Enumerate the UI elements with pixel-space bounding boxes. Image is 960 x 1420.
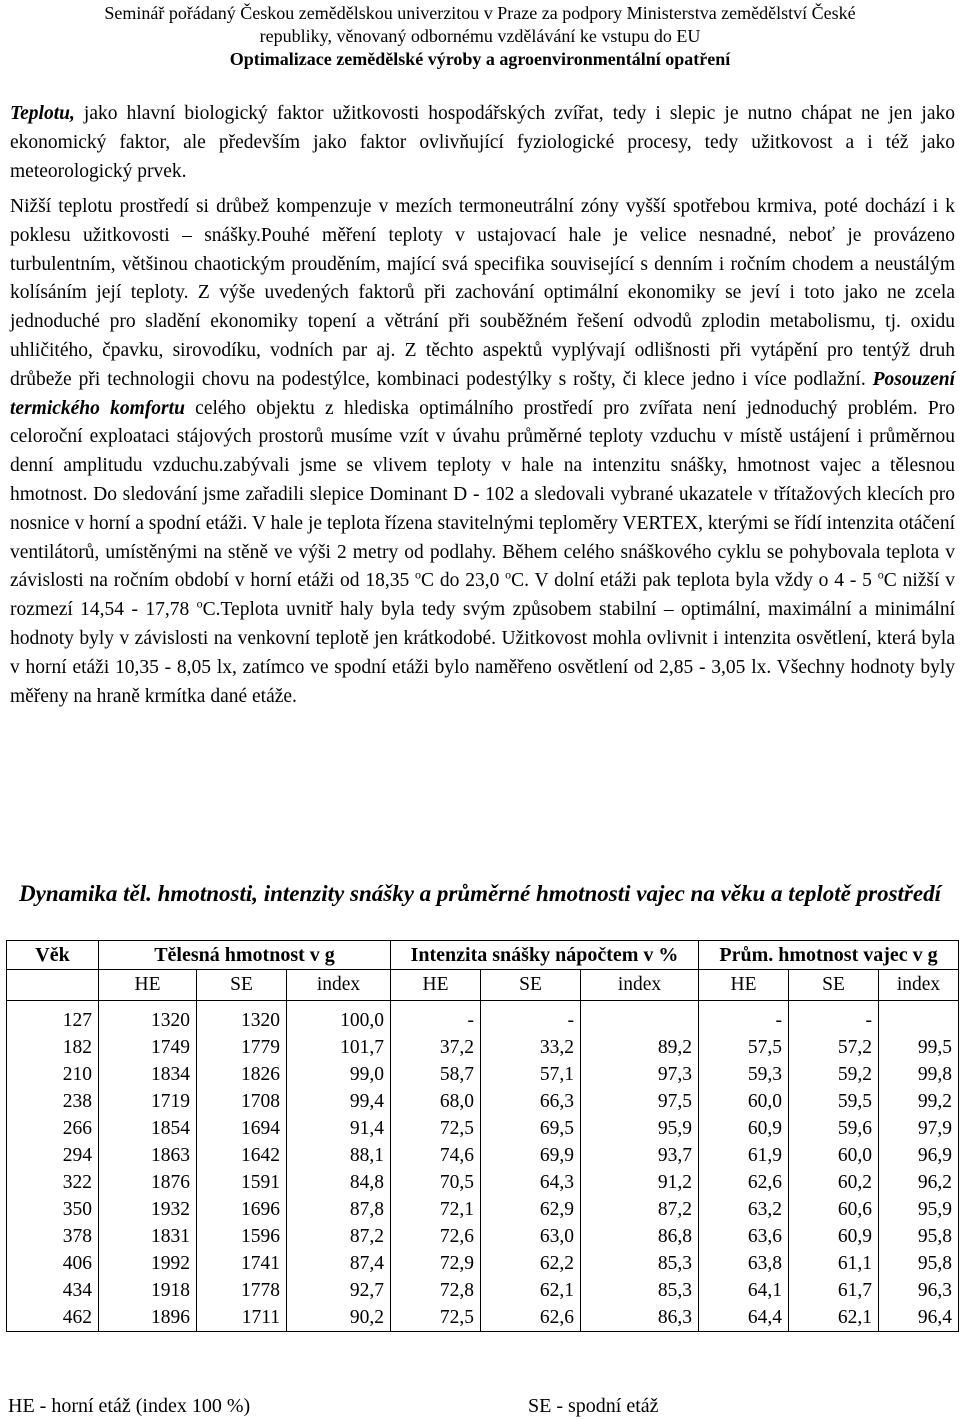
table-cell: 1854 xyxy=(99,1115,197,1142)
subheader-cell: index xyxy=(879,970,959,1001)
paragraph-2-bold: Posouzení termického komfortu xyxy=(10,368,955,419)
table-cell: 322 xyxy=(7,1169,99,1196)
table-cell: 96,2 xyxy=(879,1169,959,1196)
table-cell: 97,3 xyxy=(581,1061,699,1088)
table-cell: 99,4 xyxy=(287,1088,391,1115)
table-cell: 87,2 xyxy=(287,1223,391,1250)
paragraph-2-part-6: C.Teplota uvnitř haly byla tedy svým způsobem stabilní – optimální, maximální a minimální hodnoty byly v závislosti na venkovní teplotě jen krátkodobé. Užitkovost mohla ovlivnit i intenzita osvětlení, která byla v horní etáži 10,35 - 8,05 lx, zatímco ve spodní etáži bylo naměřeno osvětlení od 2,85 - 3,05 lx. Všechny hodnoty byly měřeny na hraně krmítka dané etáže. xyxy=(10,599,955,707)
table-cell: 64,1 xyxy=(699,1277,789,1304)
table-cell: 61,7 xyxy=(789,1277,879,1304)
subheader-empty xyxy=(7,970,99,1001)
table-cell: 1778 xyxy=(197,1277,287,1304)
table-cell: 87,8 xyxy=(287,1196,391,1223)
table-cell: 378 xyxy=(7,1223,99,1250)
table-cell: 74,6 xyxy=(391,1142,481,1169)
subheader-cell: HE xyxy=(99,970,197,1001)
table-cell: 462 xyxy=(7,1304,99,1332)
table-cell: 406 xyxy=(7,1250,99,1277)
paragraph-1-text: jako hlavní biologický faktor užitkovosti hospodářských zvířat, tedy i slepic je nutno chápat ne jen jako ekonomický faktor, ale především jako faktor ovlivňující fyziologické procesy, tedy užitkovost a i též jako meteorologický prvek. xyxy=(10,103,955,182)
table-cell: 62,9 xyxy=(481,1196,581,1223)
table-row xyxy=(7,1277,959,1304)
table-cell: 60,6 xyxy=(789,1196,879,1223)
table-cell: 97,5 xyxy=(581,1088,699,1115)
table-cell: 92,7 xyxy=(287,1277,391,1304)
table-cell: 59,3 xyxy=(699,1061,789,1088)
table-row xyxy=(7,1304,959,1332)
table-cell: 1320 xyxy=(99,1001,197,1035)
table-subheader-row xyxy=(7,970,959,1001)
table-cell: 350 xyxy=(7,1196,99,1223)
table-cell: 57,5 xyxy=(699,1034,789,1061)
table-cell: 1708 xyxy=(197,1088,287,1115)
table-cell: 72,8 xyxy=(391,1277,481,1304)
header-line-3: Optimalizace zemědělské výroby a agroenvironmentální opatření xyxy=(229,49,731,69)
table-cell: 58,7 xyxy=(391,1061,481,1088)
table-cell: 1320 xyxy=(197,1001,287,1035)
table-cell: 72,9 xyxy=(391,1250,481,1277)
table-cell: - xyxy=(699,1001,789,1035)
table-cell: 96,4 xyxy=(879,1304,959,1332)
table-cell: 84,8 xyxy=(287,1169,391,1196)
table-cell: 57,1 xyxy=(481,1061,581,1088)
table-cell: 1834 xyxy=(99,1061,197,1088)
table-cell: 60,0 xyxy=(699,1088,789,1115)
paragraph-2-part-1: Nižší teplotu prostředí si drůbež kompenzuje v mezích termoneutrální zóny vyšší spotřebou krmiva, poté dochází i k poklesu užitkovosti – snášky.Pouhé měření teploty v ustajovací hale je velice nesnadné, neboť je provázeno turbulentním, většinou chaotickým prouděním, mající svá specifika související s denním i ročním chodem a neustálým kolísáním její teploty. Z výše uvedených faktorů při zachování optimální ekonomiky se jeví i toto jako ne zcela jednoduché pro sladění ekonomiky topení a větrání při souběžném řešení odvodů zplodin metabolismu, tj. oxidu uhličitého, čpavku, sirovodíku, vodních par aj. Z těchto aspektů vyplývají odlišnosti při vytápění pro tentýž druh drůbeže při technologii chovu na podestýlce, kombinaci podestýlky s rošty, či klece jedno i více podlažní. xyxy=(10,196,955,390)
table-cell: 1694 xyxy=(197,1115,287,1142)
table-cell: 1642 xyxy=(197,1142,287,1169)
table-cell: 89,2 xyxy=(581,1034,699,1061)
table-row xyxy=(7,1196,959,1223)
table-row xyxy=(7,1250,959,1277)
table-cell: 95,9 xyxy=(879,1196,959,1223)
table-cell: 100,0 xyxy=(287,1001,391,1035)
table-cell: - xyxy=(481,1001,581,1035)
table-cell: - xyxy=(789,1001,879,1035)
table-row xyxy=(7,1169,959,1196)
table-cell: 64,3 xyxy=(481,1169,581,1196)
table-body xyxy=(7,1001,959,1332)
table-row xyxy=(7,1115,959,1142)
paragraph-2-part-3: C do 23,0 xyxy=(421,570,506,592)
table-cell: 63,8 xyxy=(699,1250,789,1277)
table-cell: 266 xyxy=(7,1115,99,1142)
table-cell: 1863 xyxy=(99,1142,197,1169)
table-cell: 62,6 xyxy=(481,1304,581,1332)
table-cell: 60,9 xyxy=(699,1115,789,1142)
table-cell: 60,9 xyxy=(789,1223,879,1250)
table-cell: 86,8 xyxy=(581,1223,699,1250)
table-cell: 1719 xyxy=(99,1088,197,1115)
table-cell: 91,2 xyxy=(581,1169,699,1196)
table-cell: 68,0 xyxy=(391,1088,481,1115)
paragraph-2-part-5: C nižší v rozmezí 14,54 - 17,78 xyxy=(10,570,955,621)
subheader-cell: SE xyxy=(481,970,581,1001)
table-cell: 66,3 xyxy=(481,1088,581,1115)
header-line-2: republiky, věnovaný odbornému vzdělávání ke vstupu do EU xyxy=(259,26,701,46)
table-header-row xyxy=(7,941,959,970)
table-cell: 1831 xyxy=(99,1223,197,1250)
table-cell: 1711 xyxy=(197,1304,287,1332)
table-cell: 62,2 xyxy=(481,1250,581,1277)
table-cell: 1876 xyxy=(99,1169,197,1196)
subheader-cell: HE xyxy=(699,970,789,1001)
table-cell: 99,5 xyxy=(879,1034,959,1061)
table-cell: 86,3 xyxy=(581,1304,699,1332)
table-cell: 70,5 xyxy=(391,1169,481,1196)
data-table xyxy=(6,940,959,1332)
header-line-1: Seminář pořádaný Českou zemědělskou univerzitou v Praze za podpory Ministerstva zemědělství České xyxy=(104,3,856,23)
table-cell: 62,1 xyxy=(481,1277,581,1304)
table-cell xyxy=(879,1001,959,1035)
table-cell: 99,0 xyxy=(287,1061,391,1088)
table-cell: 33,2 xyxy=(481,1034,581,1061)
table-cell: 62,6 xyxy=(699,1169,789,1196)
table-cell: 63,2 xyxy=(699,1196,789,1223)
table-cell: 88,1 xyxy=(287,1142,391,1169)
degree-sup-2: o xyxy=(505,567,512,582)
table-cell: 87,4 xyxy=(287,1250,391,1277)
table-row xyxy=(7,1061,959,1088)
table-cell xyxy=(581,1001,699,1035)
page-header xyxy=(0,2,960,71)
table-cell: 294 xyxy=(7,1142,99,1169)
paragraph-2-part-4: C. V dolní etáži pak teplota byla vždy o 4 - 5 xyxy=(511,570,878,592)
table-cell: 1749 xyxy=(99,1034,197,1061)
subheader-cell: index xyxy=(581,970,699,1001)
table-cell: 72,1 xyxy=(391,1196,481,1223)
table-cell: 59,5 xyxy=(789,1088,879,1115)
paragraph-2 xyxy=(10,193,955,711)
subheader-cell: SE xyxy=(197,970,287,1001)
table-cell: 60,2 xyxy=(789,1169,879,1196)
table-cell: 182 xyxy=(7,1034,99,1061)
table-cell: 61,1 xyxy=(789,1250,879,1277)
table-cell: 1596 xyxy=(197,1223,287,1250)
header-body-weight: Tělesná hmotnost v g xyxy=(99,941,391,970)
table-cell: 97,9 xyxy=(879,1115,959,1142)
subheader-cell: HE xyxy=(391,970,481,1001)
table-cell: 60,0 xyxy=(789,1142,879,1169)
table-cell: 59,2 xyxy=(789,1061,879,1088)
table-cell: 64,4 xyxy=(699,1304,789,1332)
header-egg-weight: Prům. hmotnost vajec v g xyxy=(699,941,959,970)
table-cell: 63,0 xyxy=(481,1223,581,1250)
table-cell: 434 xyxy=(7,1277,99,1304)
header-age: Věk xyxy=(7,941,99,970)
table-cell: 61,9 xyxy=(699,1142,789,1169)
table-row xyxy=(7,1088,959,1115)
table-cell: 1932 xyxy=(99,1196,197,1223)
table-cell: 238 xyxy=(7,1088,99,1115)
table-cell: 95,9 xyxy=(581,1115,699,1142)
table-cell: 57,2 xyxy=(789,1034,879,1061)
header-laying-intensity: Intenzita snášky nápočtem v % xyxy=(391,941,699,970)
paragraph-1 xyxy=(10,100,955,186)
table-cell: 69,5 xyxy=(481,1115,581,1142)
table-cell: 99,8 xyxy=(879,1061,959,1088)
table-cell: 95,8 xyxy=(879,1250,959,1277)
table-cell: 87,2 xyxy=(581,1196,699,1223)
table-cell: 37,2 xyxy=(391,1034,481,1061)
table-cell: 59,6 xyxy=(789,1115,879,1142)
table-cell: 96,9 xyxy=(879,1142,959,1169)
degree-sup-4: o xyxy=(196,596,203,611)
table-row xyxy=(7,1001,959,1035)
table-cell: 1992 xyxy=(99,1250,197,1277)
table-cell: 72,5 xyxy=(391,1115,481,1142)
table-cell: 62,1 xyxy=(789,1304,879,1332)
paragraph-2-part-2: celého objektu z hlediska optimálního prostředí pro zvířata není jednoduchý problém. Pro celoroční exploataci stájových prostorů musíme vzít v úvahu průměrné teploty vzduchu v místě ustájení i průměrnou denní amplitudu vzduchu.zabývali jsme se vlivem teploty v hale na intenzitu snášky, hmotnost vajec a tělesnou hmotnost. Do sledování jsme zařadili slepice Dominant D - 102 a sledovali vybrané ukazatele v třítažových klecích pro nosnice v horní a spodní etáži. V hale je teplota řízena stavitelnými teploměry VERTEX, kterými se řídí intenzita otáčení ventilátorů, umístěnými na stěně ve výši 2 metry od podlahy. Během celého snáškového cyklu se pohybovala teplota v závislosti na ročním období v horní etáži od 18,35 xyxy=(10,397,956,592)
paragraph-1-lead: Teplotu, xyxy=(10,103,75,124)
table-cell: 91,4 xyxy=(287,1115,391,1142)
table-cell: 72,6 xyxy=(391,1223,481,1250)
table-cell: 1918 xyxy=(99,1277,197,1304)
degree-sup-3: o xyxy=(877,567,884,582)
table-cell: 96,3 xyxy=(879,1277,959,1304)
table-cell: 1779 xyxy=(197,1034,287,1061)
table-cell: 85,3 xyxy=(581,1250,699,1277)
degree-sup-1: o xyxy=(415,567,422,582)
table-cell: 85,3 xyxy=(581,1277,699,1304)
table-cell: 127 xyxy=(7,1001,99,1035)
footer-note-he: HE - horní etáž (index 100 %) xyxy=(8,1395,251,1417)
table-caption: Dynamika těl. hmotnosti, intenzity snášky a průměrné hmotnosti vajec na věku a teplotě prostředí xyxy=(19,881,941,906)
table-cell: 95,8 xyxy=(879,1223,959,1250)
table-cell: 63,6 xyxy=(699,1223,789,1250)
table-cell: 1696 xyxy=(197,1196,287,1223)
table-cell: 1741 xyxy=(197,1250,287,1277)
table-cell: 72,5 xyxy=(391,1304,481,1332)
table-cell: 1826 xyxy=(197,1061,287,1088)
subheader-cell: SE xyxy=(789,970,879,1001)
table-cell: 101,7 xyxy=(287,1034,391,1061)
table-cell: 69,9 xyxy=(481,1142,581,1169)
table-cell: - xyxy=(391,1001,481,1035)
table-cell: 210 xyxy=(7,1061,99,1088)
table-cell: 1591 xyxy=(197,1169,287,1196)
table-row xyxy=(7,1034,959,1061)
table-cell: 90,2 xyxy=(287,1304,391,1332)
table-cell: 93,7 xyxy=(581,1142,699,1169)
table-row xyxy=(7,1223,959,1250)
footer-note-se: SE - spodní etáž xyxy=(528,1395,659,1417)
subheader-cell: index xyxy=(287,970,391,1001)
table-cell: 1896 xyxy=(99,1304,197,1332)
table-row xyxy=(7,1142,959,1169)
table-cell: 99,2 xyxy=(879,1088,959,1115)
